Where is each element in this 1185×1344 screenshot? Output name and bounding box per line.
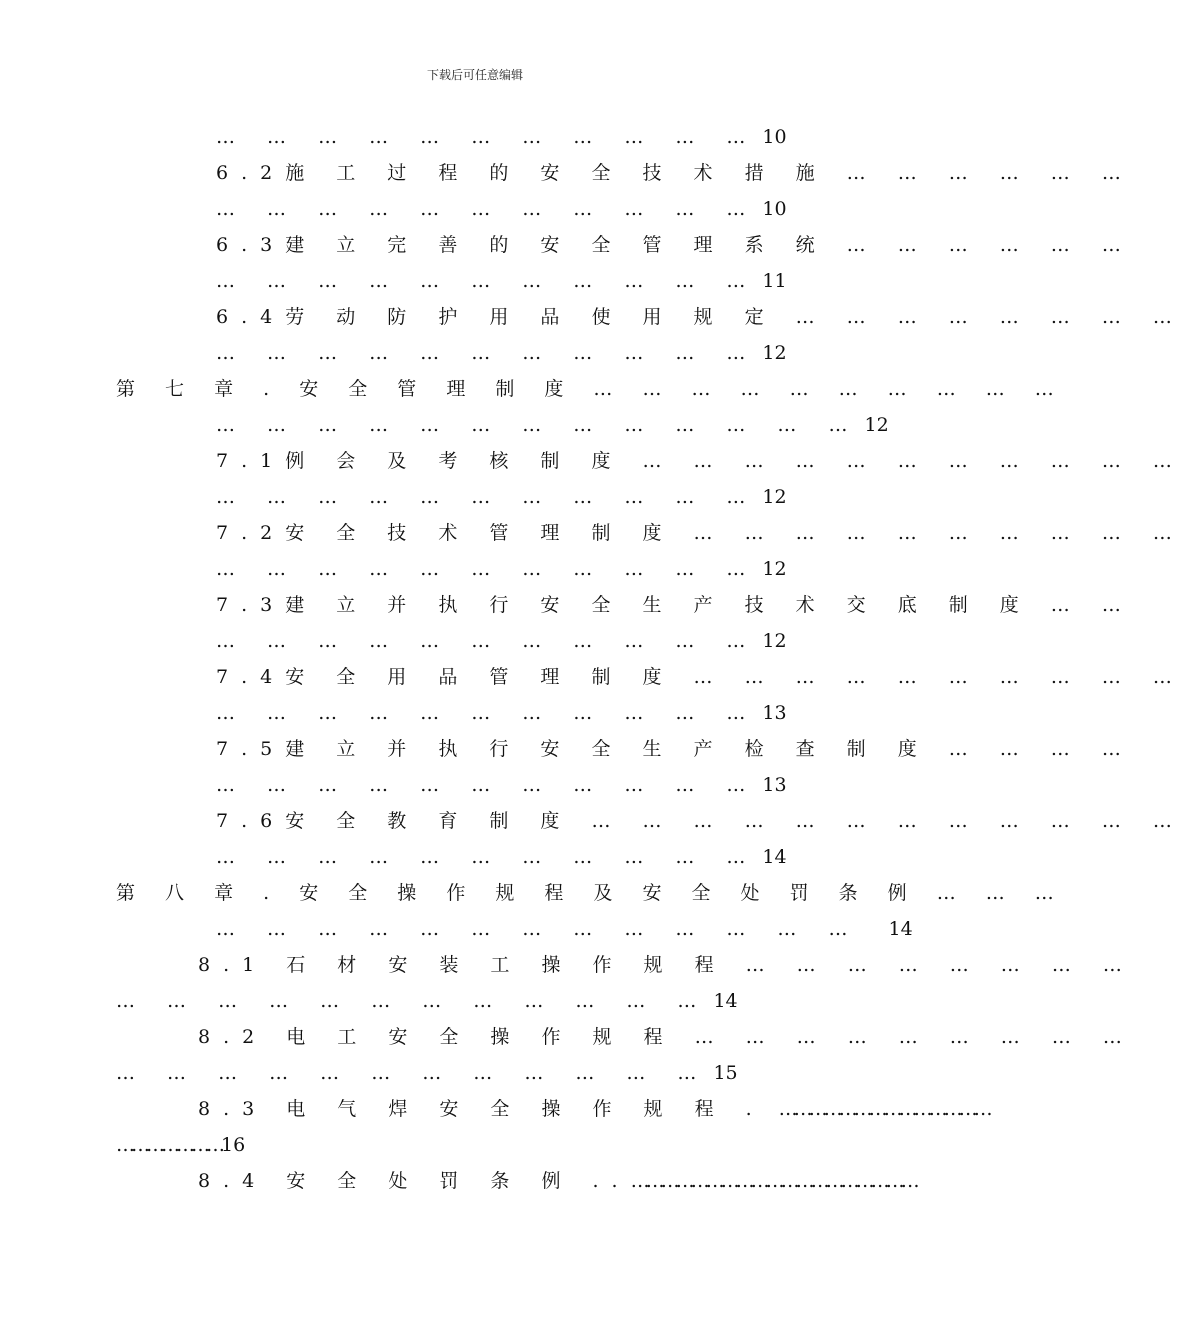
toc-entry-6-4[interactable] xyxy=(216,304,1185,330)
toc-entry-7-2[interactable] xyxy=(216,520,1185,546)
toc-line xyxy=(216,556,787,582)
toc-page-number: 12 xyxy=(762,342,787,364)
toc-line-text: … … … … … … … … … … … xyxy=(216,342,759,364)
toc-line xyxy=(216,340,787,366)
toc-entry-7-5[interactable] xyxy=(216,736,1134,762)
toc-page-number: 14 xyxy=(762,846,787,868)
toc-entry-7-1[interactable] xyxy=(216,448,1185,474)
toc-line-text: 7.1例 会 及 考 核 制 度 … … … … … … … … … … … xyxy=(216,450,1185,472)
toc-line-text: 7.2安 全 技 术 管 理 制 度 … … … … … … … … … … xyxy=(216,522,1185,544)
toc-page-number: 12 xyxy=(762,558,787,580)
toc-line-text: … … … … … … … … … … … xyxy=(216,486,759,508)
toc-line-text: 7.3建 立 并 执 行 安 全 生 产 技 术 交 底 制 度 … … xyxy=(216,594,1134,616)
toc-entry-7-4[interactable] xyxy=(216,664,1185,690)
toc-line-text: … … … … … … … … … … … xyxy=(216,630,759,652)
toc-entry-8-4[interactable] xyxy=(198,1168,916,1194)
toc-leader-dots: ………………………………………………… xyxy=(630,1170,916,1192)
toc-page-number: 11 xyxy=(762,270,787,292)
toc-line-text: 7.4安 全 用 品 管 理 制 度 … … … … … … … … … … xyxy=(216,666,1185,688)
toc-line-text: 6.4劳 动 防 护 用 品 使 用 规 定 … … … … … … … … xyxy=(216,306,1185,328)
toc-line xyxy=(216,412,889,438)
toc-line xyxy=(116,1060,738,1086)
toc-line xyxy=(216,484,787,510)
toc-line-text: … … … … … … … … … … … xyxy=(216,846,759,868)
toc-line-text: 7.6安 全 教 育 制 度 … … … … … … … … … … … … xyxy=(216,810,1185,832)
toc-line xyxy=(216,196,787,222)
toc-line xyxy=(216,844,787,870)
toc-line-text: 6.2施 工 过 程 的 安 全 技 术 措 施 … … … … … … xyxy=(216,162,1134,184)
toc-line xyxy=(216,772,787,798)
toc-line-text: 6.3建 立 完 善 的 安 全 管 理 系 统 … … … … … … xyxy=(216,234,1134,256)
toc-line-text: … … … … … … … … … … … … … xyxy=(216,414,861,436)
toc-entry-8-1[interactable] xyxy=(198,952,1135,978)
toc-line-text: … … … … … … … … … … … … … xyxy=(216,918,861,940)
toc-line xyxy=(216,268,787,294)
toc-page-number: 10 xyxy=(762,198,787,220)
toc-line-text: … … … … … … … … … … … xyxy=(216,558,759,580)
toc-line xyxy=(216,916,913,942)
toc-line-text: 8.2 电 工 安 全 操 作 规 程 … … … … … … … … … xyxy=(198,1026,1135,1048)
toc-entry-8-3[interactable] xyxy=(198,1096,989,1122)
toc-chapter-7[interactable] xyxy=(116,376,1066,402)
toc-line-text: 第 八 章 . 安 全 操 作 规 程 及 安 全 处 罚 条 例 … … … xyxy=(116,882,1066,904)
toc-line xyxy=(116,1132,245,1158)
toc-chapter-8[interactable] xyxy=(116,880,1066,906)
toc-line-text: 8.1 石 材 安 装 工 操 作 规 程 … … … … … … … … xyxy=(198,954,1135,976)
toc-line xyxy=(216,124,787,150)
toc-page-number: 14 xyxy=(888,918,913,940)
toc-line xyxy=(116,988,738,1014)
toc-line-text: … … … … … … … … … … … xyxy=(216,126,759,148)
toc-leader-dots: ………………… xyxy=(116,1134,221,1156)
toc-page-number: 13 xyxy=(762,774,787,796)
toc-entry-6-2[interactable] xyxy=(216,160,1134,186)
toc-entry-7-6[interactable] xyxy=(216,808,1185,834)
toc-line-text: … … … … … … … … … … … xyxy=(216,702,759,724)
toc-line xyxy=(216,628,787,654)
toc-line-text: 7.5建 立 并 执 行 安 全 生 产 检 查 制 度 … … … … xyxy=(216,738,1134,760)
toc-page-number: 13 xyxy=(762,702,787,724)
toc-page-number: 12 xyxy=(864,414,889,436)
toc-entry-6-3[interactable] xyxy=(216,232,1134,258)
toc-entry-7-3[interactable] xyxy=(216,592,1134,618)
toc-page-number: 12 xyxy=(762,630,787,652)
toc-line-text: 第 七 章 . 安 全 管 理 制 度 … … … … … … … … … … xyxy=(116,378,1066,400)
toc-line-text: … … … … … … … … … … … xyxy=(216,198,759,220)
toc-page-number: 15 xyxy=(713,1062,738,1084)
toc-line-text: … … … … … … … … … … … … xyxy=(116,1062,710,1084)
page-header: 下载后可任意编辑 xyxy=(426,68,523,82)
toc-line-text: … … … … … … … … … … … xyxy=(216,774,759,796)
toc-page-number: 16 xyxy=(221,1134,246,1156)
toc-line-text: 8.4 安 全 处 罚 条 例 .. xyxy=(198,1170,631,1192)
toc-page-number: 10 xyxy=(762,126,787,148)
toc-line-text: … … … … … … … … … … … … xyxy=(116,990,710,1012)
toc-line-text: 8.3 电 气 焊 安 全 操 作 规 程 . xyxy=(198,1098,765,1120)
toc-page-number: 14 xyxy=(713,990,738,1012)
toc-page-number: 12 xyxy=(762,486,787,508)
toc-entry-8-2[interactable] xyxy=(198,1024,1135,1050)
toc-line xyxy=(216,700,787,726)
toc-leader-dots: …………………………………… xyxy=(778,1098,989,1120)
toc-line-text: … … … … … … … … … … … xyxy=(216,270,759,292)
